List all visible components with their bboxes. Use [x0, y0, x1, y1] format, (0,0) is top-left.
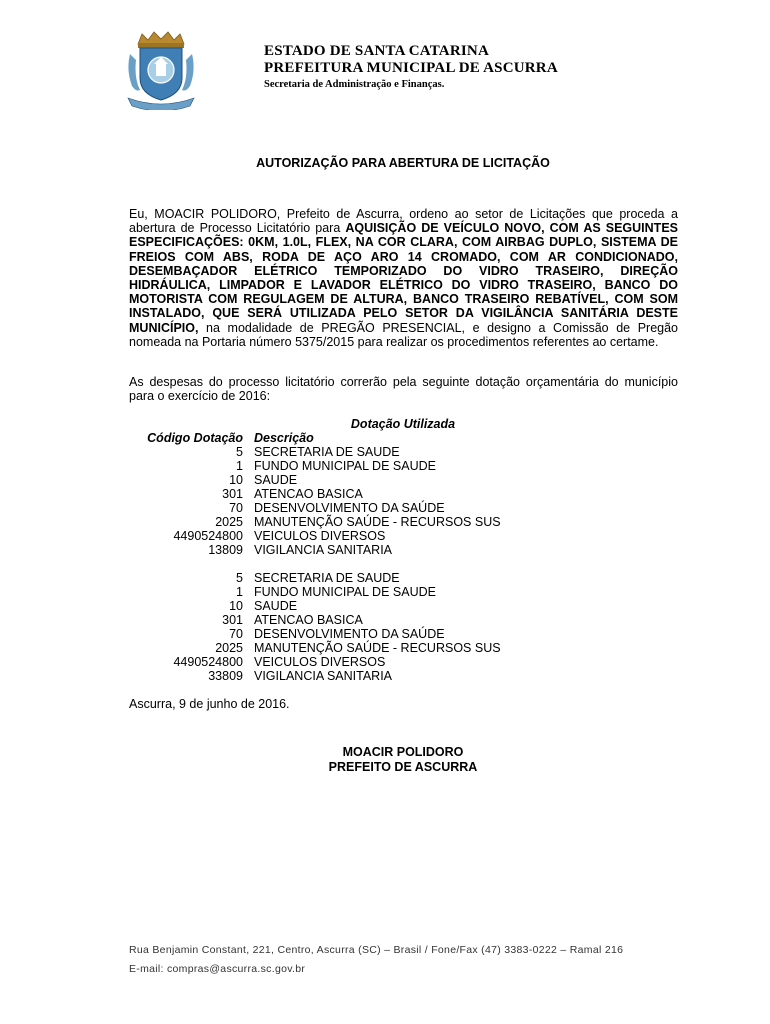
letterhead	[264, 43, 558, 92]
dotacao-description: SECRETARIA DE SAUDE	[254, 571, 400, 585]
letterhead-prefecture: PREFEITURA MUNICIPAL DE ASCURRA	[264, 60, 558, 76]
dotacao-description: VEICULOS DIVERSOS	[254, 655, 386, 669]
dotacao-title: Dotação Utilizada	[350, 417, 456, 431]
paragraph-outro: na modalidade de PREGÃO PRESENCIAL, e designo a Comissão de Pregão nomeada na Portaria número 5375/2015 para realizar os procedimentos referentes ao certame.	[129, 320, 678, 349]
dotacao-rows-1	[129, 445, 501, 557]
column-header-description: Descrição	[254, 431, 314, 445]
dotacao-row	[129, 613, 501, 627]
dotacao-row	[129, 473, 501, 487]
dotacao-row	[129, 459, 501, 473]
dotacao-description: DESENVOLVIMENTO DA SAÚDE	[254, 627, 445, 641]
dotacao-code: 4490524800	[173, 529, 243, 543]
dotacao-description: ATENCAO BASICA	[254, 613, 363, 627]
footer-email: E-mail: compras@ascurra.sc.gov.br	[129, 963, 306, 975]
footer-address: Rua Benjamin Constant, 221, Centro, Ascurra (SC) – Brasil / Fone/Fax (47) 3383-0222 – Ramal 216	[129, 944, 624, 956]
dotacao-row	[129, 445, 501, 459]
dotacao-code: 70	[229, 501, 243, 515]
dotacao-table-1	[129, 431, 501, 557]
dotacao-row	[129, 627, 501, 641]
dotacao-description: MANUTENÇÃO SAÚDE - RECURSOS SUS	[254, 515, 501, 529]
letterhead-secretariat: Secretaria de Administração e Finanças.	[264, 79, 445, 90]
dotacao-code: 4490524800	[173, 655, 243, 669]
letterhead-state: ESTADO DE SANTA CATARINA	[264, 43, 489, 59]
document-title: AUTORIZAÇÃO PARA ABERTURA DE LICITAÇÃO	[256, 156, 550, 170]
date-line: Ascurra, 9 de junho de 2016.	[129, 697, 290, 711]
dotacao-description: SAUDE	[254, 473, 298, 487]
dotacao-row	[129, 515, 501, 529]
dotacao-code: 2025	[215, 515, 243, 529]
dotacao-code: 5	[236, 445, 243, 459]
dotacao-code: 2025	[215, 641, 243, 655]
dotacao-code: 33809	[208, 669, 243, 683]
municipal-crest-logo	[124, 30, 198, 110]
dotacao-row	[129, 487, 501, 501]
dotacao-description: VIGILANCIA SANITARIA	[254, 543, 393, 557]
dotacao-code: 301	[222, 487, 243, 501]
dotacao-description: SAUDE	[254, 599, 298, 613]
budget-paragraph: As despesas do processo licitatório correrão pela seguinte dotação orçamentária do município para o exercício de 2016:	[129, 375, 678, 404]
authorization-paragraph	[129, 207, 678, 349]
dotacao-row	[129, 655, 501, 669]
dotacao-code: 1	[236, 459, 243, 473]
dotacao-code: 10	[229, 599, 243, 613]
dotacao-code: 5	[236, 571, 243, 585]
dotacao-rows-2	[129, 571, 501, 683]
signatory-role: PREFEITO DE ASCURRA	[328, 760, 478, 774]
dotacao-row	[129, 529, 501, 543]
dotacao-table-2	[129, 571, 501, 683]
signatory-name: MOACIR POLIDORO	[342, 745, 464, 759]
dotacao-description: SECRETARIA DE SAUDE	[254, 445, 400, 459]
dotacao-code: 1	[236, 585, 243, 599]
dotacao-code: 10	[229, 473, 243, 487]
dotacao-description: MANUTENÇÃO SAÚDE - RECURSOS SUS	[254, 641, 501, 655]
column-header-code: Código Dotação	[147, 431, 243, 445]
dotacao-description: FUNDO MUNICIPAL DE SAUDE	[254, 585, 436, 599]
dotacao-row	[129, 669, 501, 683]
dotacao-code: 70	[229, 627, 243, 641]
dotacao-description: VIGILANCIA SANITARIA	[254, 669, 393, 683]
procurement-object: AQUISIÇÃO DE VEÍCULO NOVO, COM AS SEGUINTES ESPECIFICAÇÕES: 0KM, 1.0L, FLEX, NA COR CLARA, COM AIRBAG DUPLO, SISTEMA DE FREIOS COM ABS, RODA DE AÇO ARO 14 CROMADO, COM AR CONDICIONADO, DESEMBAÇADOR ELÉTRICO TEMPORIZADO DO VIDRO TRASEIRO, DIREÇÃO HIDRÁULICA, LIMPADOR E LAVADOR ELÉTRICO DO VIDRO TRASEIRO, BANCO DO MOTORISTA COM REGULAGEM DE ALTURA, BANCO TRASEIRO REBATÍVEL, COM SOM INSTALADO, QUE SERÁ UTILIZADA PELO SETOR DA VIGILÂNCIA SANITÁRIA DESTE MUNICÍPIO,	[129, 221, 678, 335]
paragraph-intro: Eu, MOACIR POLIDORO, Prefeito de Ascurra, ordeno ao setor de Licitações que proceda a abertura de Processo Licitatório para	[129, 207, 678, 236]
dotacao-header-row	[129, 431, 501, 445]
signature-block	[0, 745, 770, 775]
dotacao-description: ATENCAO BASICA	[254, 487, 363, 501]
dotacao-row	[129, 641, 501, 655]
dotacao-row	[129, 501, 501, 515]
dotacao-code: 13809	[208, 543, 243, 557]
dotacao-row	[129, 585, 501, 599]
dotacao-description: DESENVOLVIMENTO DA SAÚDE	[254, 501, 445, 515]
dotacao-description: VEICULOS DIVERSOS	[254, 529, 386, 543]
dotacao-row	[129, 543, 501, 557]
dotacao-row	[129, 599, 501, 613]
dotacao-description: FUNDO MUNICIPAL DE SAUDE	[254, 459, 436, 473]
dotacao-row	[129, 571, 501, 585]
dotacao-code: 301	[222, 613, 243, 627]
